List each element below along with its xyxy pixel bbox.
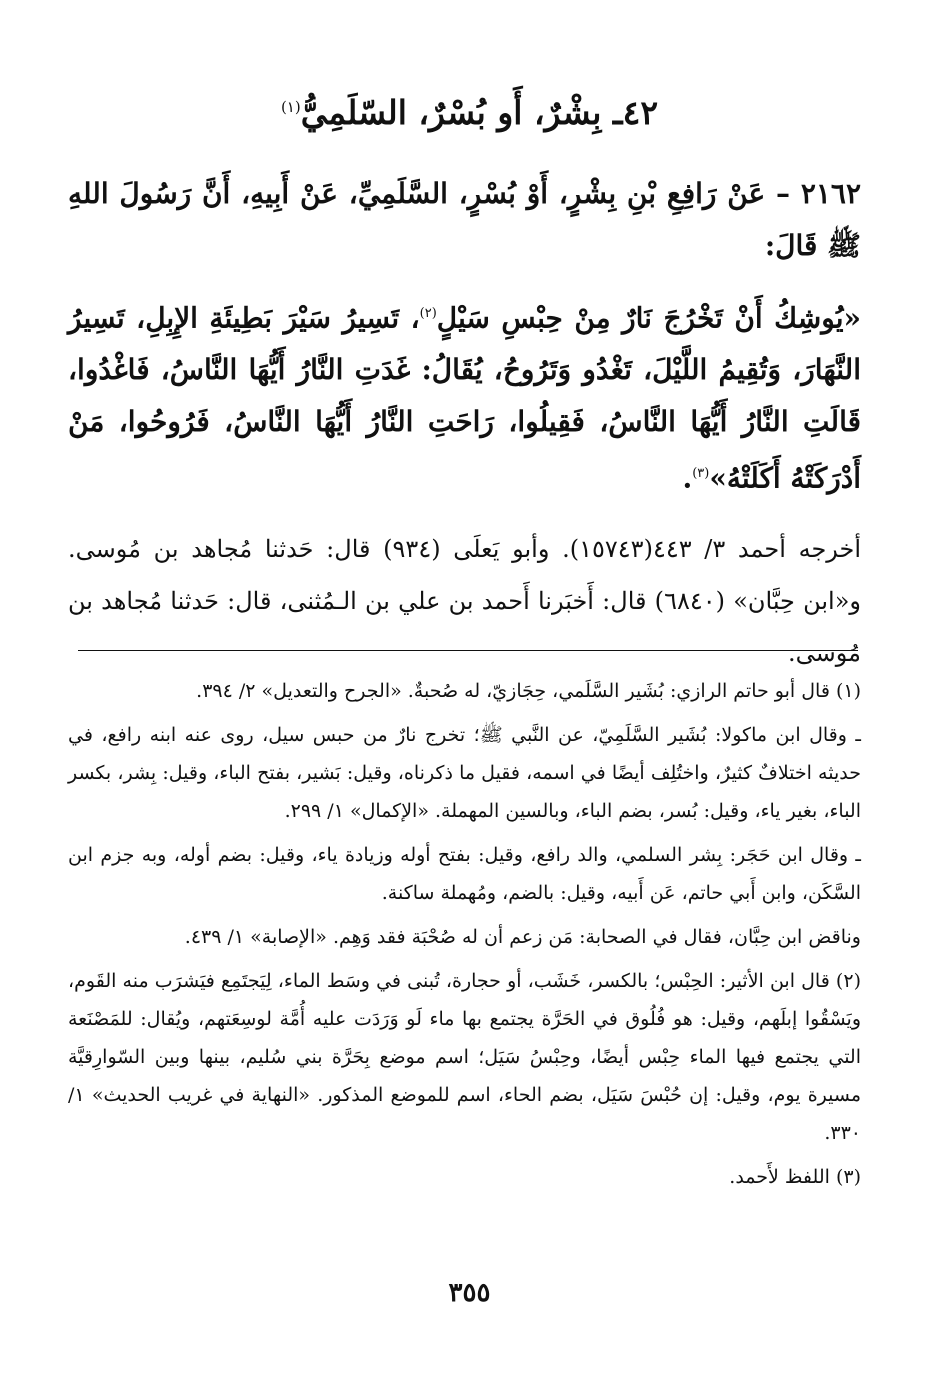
footnotes	[68, 672, 861, 1202]
footnote-1-ibn-makula: ـ وقال ابن ماكولا: بُشَير السَّلَمِيّ، عن النَّبي ﷺ؛ تخرج نارٌ من حبس سيل، روى عنه ابنه رافع، في حديثه اختلافٌ كثيرٌ، واختُلِف أيضًا في اسمه، فقيل ما ذكرناه، وقيل: بَشير، بفتح الباء، وقيل: بِشر، بكسر الباء، بغير ياء، وقيل: بُسر، بضم الباء، وبالسين المهملة. «الإكمال» ١/ ٢٩٩.	[68, 724, 861, 822]
footnote-ref-3: (٣)	[692, 466, 710, 482]
main-text	[68, 168, 861, 679]
footnote-divider	[78, 650, 858, 651]
footnote-ref-2: (٢)	[419, 306, 437, 321]
hadith-text-part2: ، تَسِيرُ سَيْرَ بَطِيئَةِ الإِبِلِ، تَسِيرُ النَّهَارَ، وَتُقِيمُ اللَّيْلَ، تَغْدُو وَتَرُوحُ، يُقَالُ: غَدَتِ النَّارُ أَيُّهَا النَّاسُ، فَاغْدُوا، قَالَتِ النَّارُ أَيُّهَا النَّاسُ، فَقِيلُوا، رَاحَتِ النَّارُ أَيُّهَا النَّاسُ، فَرُوحُوا، مَنْ أَدْرَكَتْهُ أَكَلَتْهُ»	[68, 301, 861, 495]
page-number: ٣٥٥	[448, 1278, 491, 1308]
hadith-text-part1: «يُوشِكُ أَنْ تَخْرُجَ نَارٌ مِنْ حِبْسِ سَيْلٍ	[436, 301, 861, 335]
hadith-intro: ٢١٦٢ – عَنْ رَافِعِ بْنِ بِشْرٍ، أَوْ بُسْرٍ، السَّلَمِيِّ، عَنْ أَبِيهِ، أَنَّ رَسُولَ اللهِ ﷺ قَالَ:	[68, 177, 861, 262]
hadith-text	[68, 288, 861, 505]
footnote-2: (٢) قال ابن الأثير: الحِبْس؛ بالكسر، خَشَب، أو حجارة، تُبنى في وسَط الماء، لِيَجتَمِع فيَشرَب منه القَوم، ويَسْقُوا إبلَهم، وقيل: هو فُلُوق في الحَرَّة يجتمع بها ماء لَو وَرَدَت عليه أُمَّة لوسِعَتهم، ويُقال: للمَصْنَعة التي يجتمع فيها الماء حِبْس أيضًا، وحِبْسُ سَيَل؛ اسم موضع بِحَرَّة بني سُليم، بينها وبين السّوارِقيَّة مسيرة يوم، وقيل: إن حُبْسَ سَيَل، بضم الحاء، اسم للموضع المذكور. «النهاية في غريب الحديث» ١/ ٣٣٠.	[68, 970, 861, 1144]
chapter-title-text: ٤٢ـ بِشْرٌ، أَو بُسْرٌ، السّلَمِيُّ	[300, 93, 659, 132]
footnote-1-ibn-hajar: ـ وقال ابن حَجَر: بِشر السلمي، والد رافع، وقيل: بفتح أوله وزيادة ياء، وقيل: بضم أوله، وبه جزم ابن السَّكَن، وابن أَبي حاتم، عَن أَبيه، وقيل: بالضم، ومُهملة ساكنة.	[68, 844, 861, 904]
footnote-ref-1: (١)	[280, 98, 301, 116]
footnote-1-ibn-hibban: وناقض ابن حِبَّان، فقال في الصحابة: مَن زعم أن له صُحْبَة فقد وَهِم. «الإصابة» ١/ ٤٣٩.	[184, 926, 861, 948]
takhrij-paragraph: أخرجه أحمد ٣/ ٤٤٣(١٥٧٤٣). وأبو يَعلَى (٩٣٤) قال: حَدثنا مُجاهد بن مُوسى. و«ابن حِبَّان» (٦٨٤٠) قال: أَخبَرنا أَحمد بن علي بن الـمُثنى، قال: حَدثنا مُجاهد بن مُوسى.	[68, 534, 862, 667]
hadith-text-end: .	[682, 461, 693, 495]
footnote-3: (٣) اللفظ لأَحمد.	[729, 1166, 861, 1188]
footnote-1: (١) قال أبو حاتم الرازي: بُشَير السَّلَمي، حِجَازيّ، له صُحبةٌ. «الجرح والتعديل» ٢/ ٣٩٤.	[196, 680, 861, 702]
chapter-title	[60, 82, 879, 138]
